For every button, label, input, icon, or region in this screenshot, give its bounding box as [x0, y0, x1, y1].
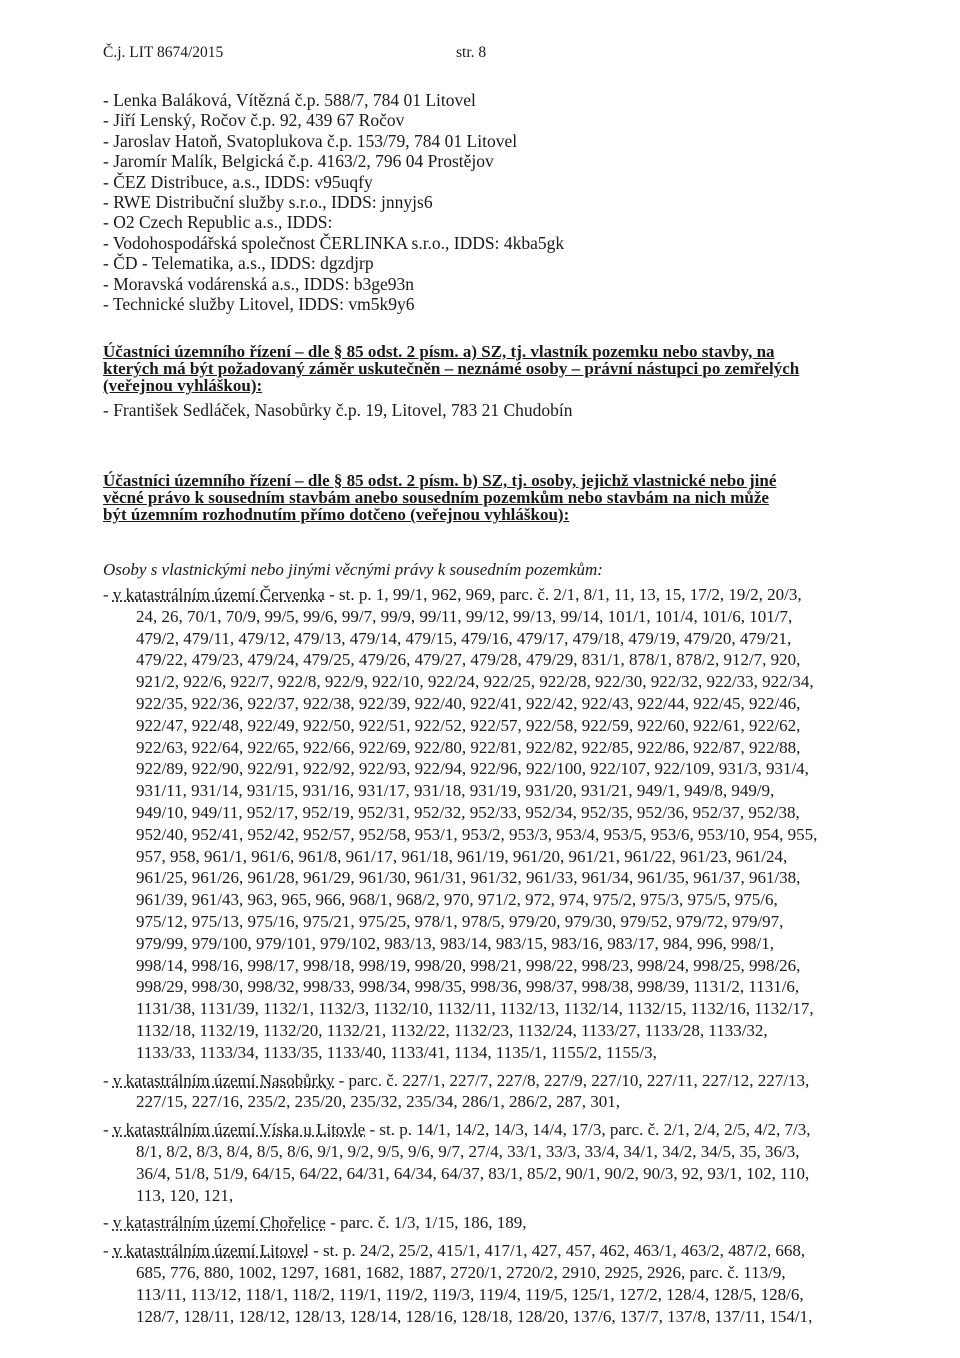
- parcel-line: 1133/33, 1133/34, 1133/35, 1133/40, 1133/41, 1134, 1135/1, 1155/2, 1155/3,: [136, 1042, 657, 1062]
- parcel-line: 113, 120, 121,: [136, 1185, 234, 1205]
- parcel-line: 998/14, 998/16, 998/17, 998/18, 998/19, 998/20, 998/21, 998/22, 998/23, 998/24, 998/25, 998/26,: [136, 955, 801, 975]
- heading-line: být územním rozhodnutím přímo dotčeno (veřejnou vyhláškou):: [103, 505, 570, 524]
- entry-prefix: -: [103, 1120, 113, 1140]
- heading-line: Účastníci územního řízení – dle § 85 odst. 2 písm. a) SZ, tj. vlastník pozemku nebo stavby, na: [103, 342, 775, 361]
- entry-prefix: -: [103, 1241, 113, 1261]
- cadastral-area: v katastrálním území Litovel: [112, 1241, 309, 1261]
- page-header: [103, 44, 960, 64]
- recipient-list: [103, 90, 863, 314]
- parcel-line: 922/63, 922/64, 922/65, 922/66, 922/69, 922/80, 922/81, 922/82, 922/85, 922/86, 922/87, 922/88,: [136, 737, 801, 757]
- recipient-item: - Technické služby Litovel, IDDS: vm5k9y6: [103, 294, 415, 315]
- parcel-line: 931/11, 931/14, 931/15, 931/16, 931/17, 931/18, 931/19, 931/20, 931/21, 949/1, 949/8, 949/9,: [136, 781, 775, 801]
- parcel-line: 685, 776, 880, 1002, 1297, 1681, 1682, 1887, 2720/1, 2720/2, 2910, 2925, 2926, parc. č. 113/9,: [136, 1262, 786, 1282]
- reference-number: Č.j. LIT 8674/2015: [103, 44, 224, 61]
- entry-prefix: -: [103, 585, 113, 604]
- recipient-item: - ČEZ Distribuce, a.s., IDDS: v95uqfy: [103, 171, 373, 192]
- parcel-line: 922/89, 922/90, 922/91, 922/92, 922/93, 922/94, 922/96, 922/100, 922/107, 922/109, 931/3, 931/4,: [136, 759, 809, 779]
- recipient-item: - O2 Czech Republic a.s., IDDS:: [103, 212, 333, 233]
- heading-line: (veřejnou vyhláškou):: [103, 376, 263, 395]
- cadastral-area: v katastrálním území Červenka: [112, 585, 325, 604]
- parcel-numbers: - st. p. 1, 99/1, 962, 969, parc. č. 2/1, 8/1, 11, 13, 15, 17/2, 19/2, 20/3,: [324, 585, 802, 604]
- cadastral-area: v katastrálním území Víska u Litovle: [112, 1120, 366, 1140]
- parcel-line: 1132/18, 1132/19, 1132/20, 1132/21, 1132/22, 1132/23, 1132/24, 1133/27, 1133/28, 1133/32,: [136, 1020, 768, 1040]
- parcel-line: [103, 1070, 883, 1092]
- parcel-line: 921/2, 922/6, 922/7, 922/8, 922/9, 922/10, 922/24, 922/25, 922/28, 922/30, 922/32, 922/33, 922/34,: [136, 672, 814, 692]
- recipient-item: - Moravská vodárenská a.s., IDDS: b3ge93n: [103, 273, 415, 294]
- parcel-list: [103, 584, 883, 1333]
- cadastral-area: v katastrálním území Chořelice: [112, 1213, 326, 1233]
- parcel-entry: [103, 1212, 883, 1234]
- parcel-numbers: - st. p. 14/1, 14/2, 14/3, 14/4, 17/3, parc. č. 2/1, 2/4, 2/5, 4/2, 7/3,: [365, 1120, 811, 1140]
- cadastral-area: v katastrálním území Nasobůrky: [112, 1070, 335, 1090]
- parcel-line: 227/15, 227/16, 235/2, 235/20, 235/32, 235/34, 286/1, 286/2, 287, 301,: [136, 1092, 621, 1112]
- heading-line: kterých má být požadovaný záměr uskutečněn – neznámé osoby – právní nástupci po zemřelých: [103, 359, 800, 378]
- parcel-line: [103, 584, 883, 606]
- parcel-line: 8/1, 8/2, 8/3, 8/4, 8/5, 8/6, 9/1, 9/2, 9/5, 9/6, 9/7, 27/4, 33/1, 33/3, 33/4, 34/1, 34/2, 34/5, 35, 36/3,: [136, 1141, 800, 1161]
- parcel-line: 952/40, 952/41, 952/42, 952/57, 952/58, 953/1, 953/2, 953/3, 953/4, 953/5, 953/6, 953/10, 954, 955,: [136, 824, 818, 844]
- section-b-intro: Osoby s vlastnickými nebo jinými věcnými právy k sousedním pozemkům:: [103, 560, 603, 579]
- entry-prefix: -: [103, 1213, 113, 1233]
- parcel-line: 979/99, 979/100, 979/101, 979/102, 983/13, 983/14, 983/15, 983/16, 983/17, 984, 996, 998/1,: [136, 933, 774, 953]
- page-number: str. 8: [456, 44, 487, 61]
- parcel-line: 949/10, 949/11, 952/17, 952/19, 952/31, 952/32, 952/33, 952/34, 952/35, 952/36, 952/37, 952/38,: [136, 802, 800, 822]
- parcel-line: 922/47, 922/48, 922/49, 922/50, 922/51, 922/52, 922/57, 922/58, 922/59, 922/60, 922/61, 922/62,: [136, 715, 801, 735]
- parcel-line: [103, 1240, 883, 1262]
- recipient-item: - Jaroslav Hatoň, Svatoplukova č.p. 153/79, 784 01 Litovel: [103, 130, 518, 151]
- recipient-item: - Jaromír Malík, Belgická č.p. 4163/2, 796 04 Prostějov: [103, 151, 494, 172]
- recipient-item: - Lenka Baláková, Vítězná č.p. 588/7, 784 01 Litovel: [103, 90, 476, 110]
- parcel-line: 113/11, 113/12, 118/1, 118/2, 119/1, 119/2, 119/3, 119/4, 119/5, 125/1, 127/2, 128/4, 128/5, 128/6,: [136, 1284, 804, 1304]
- recipient-item: - Jiří Lenský, Ročov č.p. 92, 439 67 Ročov: [103, 110, 405, 131]
- parcel-line: 128/7, 128/11, 128/12, 128/13, 128/14, 128/16, 128/18, 128/20, 137/6, 137/7, 137/8, 137/11, 154/1,: [136, 1306, 813, 1326]
- section-a-heading: [103, 343, 873, 394]
- parcel-line: 975/12, 975/13, 975/16, 975/21, 975/25, 978/1, 978/5, 979/20, 979/30, 979/52, 979/72, 979/97,: [136, 911, 784, 931]
- parcel-numbers: - parc. č. 227/1, 227/7, 227/8, 227/9, 227/10, 227/11, 227/12, 227/13,: [334, 1070, 810, 1090]
- recipient-item: - Vodohospodářská společnost ČERLINKA s.r.o., IDDS: 4kba5gk: [103, 232, 565, 253]
- parcel-line: 1131/38, 1131/39, 1132/1, 1132/3, 1132/10, 1132/11, 1132/13, 1132/14, 1132/15, 1132/16, 1132/17,: [136, 999, 814, 1019]
- parcel-entry: [103, 584, 883, 1064]
- parcel-line: 479/22, 479/23, 479/24, 479/25, 479/26, 479/27, 479/28, 479/29, 831/1, 878/1, 878/2, 912/7, 920,: [136, 650, 801, 670]
- heading-line: Účastníci územního řízení – dle § 85 odst. 2 písm. b) SZ, tj. osoby, jejichž vlastnické nebo jiné: [103, 471, 777, 490]
- section-a-person: - František Sedláček, Nasobůrky č.p. 19, Litovel, 783 21 Chudobín: [103, 400, 573, 420]
- recipient-item: - ČD - Telematika, a.s., IDDS: dgzdjrp: [103, 253, 374, 274]
- section-b-heading: [103, 472, 873, 523]
- parcel-line: 922/35, 922/36, 922/37, 922/38, 922/39, 922/40, 922/41, 922/42, 922/43, 922/44, 922/45, 922/46,: [136, 693, 801, 713]
- parcel-line: 998/29, 998/30, 998/32, 998/33, 998/34, 998/35, 998/36, 998/37, 998/38, 998/39, 1131/2, 1131/6,: [136, 977, 800, 997]
- parcel-numbers: - parc. č. 1/3, 1/15, 186, 189,: [325, 1213, 527, 1233]
- parcel-line: 961/39, 961/43, 963, 965, 966, 968/1, 968/2, 970, 971/2, 972, 974, 975/2, 975/3, 975/5, 975/6,: [136, 890, 778, 910]
- entry-prefix: -: [103, 1070, 113, 1090]
- parcel-line: 957, 958, 961/1, 961/6, 961/8, 961/17, 961/18, 961/19, 961/20, 961/21, 961/22, 961/23, 961/24,: [136, 846, 788, 866]
- parcel-entry: [103, 1070, 883, 1114]
- recipient-item: - RWE Distribuční služby s.r.o., IDDS: jnnyjs6: [103, 192, 433, 213]
- parcel-line: [103, 1119, 883, 1141]
- heading-line: věcné právo k sousedním stavbám anebo sousedním pozemkům nebo stavbám na nich může: [103, 488, 769, 507]
- parcel-numbers: - st. p. 24/2, 25/2, 415/1, 417/1, 427, 457, 462, 463/1, 463/2, 487/2, 668,: [308, 1241, 806, 1261]
- parcel-entry: [103, 1119, 883, 1206]
- parcel-line: 24, 26, 70/1, 70/9, 99/5, 99/6, 99/7, 99/9, 99/11, 99/12, 99/13, 99/14, 101/1, 101/4, 101/6, 101/7,: [136, 606, 793, 626]
- parcel-line: 961/25, 961/26, 961/28, 961/29, 961/30, 961/31, 961/32, 961/33, 961/34, 961/35, 961/37, 961/38,: [136, 868, 801, 888]
- parcel-line: 36/4, 51/8, 51/9, 64/15, 64/22, 64/31, 64/34, 64/37, 83/1, 85/2, 90/1, 90/2, 90/3, 92, 93/1, 102, 110,: [136, 1163, 810, 1183]
- parcel-entry: [103, 1240, 883, 1327]
- parcel-line: 479/2, 479/11, 479/12, 479/13, 479/14, 479/15, 479/16, 479/17, 479/18, 479/19, 479/20, 479/21,: [136, 628, 792, 648]
- parcel-line: [103, 1212, 883, 1234]
